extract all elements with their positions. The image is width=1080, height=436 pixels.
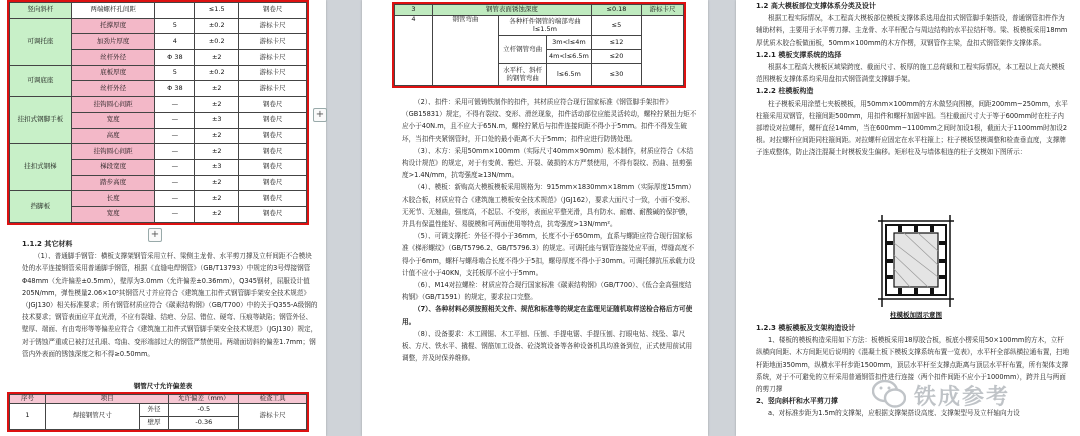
- pipe-bending-table: [394, 4, 684, 86]
- table-row: 4 钢管弯曲 各种杆件钢管的端部弯曲 l≤1.5m ≤5: [395, 16, 684, 36]
- heading-1-2: 1.2 高大模板部位支撑体系分类及设计: [756, 2, 876, 10]
- table-row: 立杆钢管弯曲 3m<l≤4m ≤12: [395, 36, 684, 50]
- document-page-2: [362, 0, 708, 436]
- table-row: 水平杆、斜杆的钢管弯曲 l≤6.5m ≤30: [395, 64, 684, 86]
- materials-text: [402, 96, 698, 364]
- wechat-logo-icon: [872, 379, 906, 409]
- adjustable-support-paragraph: （5）、可调支撑托：外径不得小于36mm，长度不小于650mm，直系与螺距应符合现行国家标准《梯形螺纹》（GB/T5796.2、GB/T5796.3）的规定。可调托座与钢管连接处应平面，焊缝高度不得小于6mm，螺杆与螺母啮合长度不得少于5扣，螺母厚度不得小于30mm。可调托撑抗压承载力设计值不应小于40KN，支托板厚不应小于5mm。: [402, 232, 696, 277]
- table-row: 3 钢管表面锈蚀深度 ≤0.18 游标卡尺: [395, 5, 684, 16]
- para-bracing: a、对标准步距为1.5m的支撑架，应根据支撑架搭设高度、支撑架型号及立杆轴向力设: [768, 409, 1020, 418]
- heading-1-2-3: 1.2.3 模板模板及支架构造设计: [756, 324, 856, 332]
- heading-bracing: 2、竖向斜杆和水平剪刀撑: [756, 397, 838, 406]
- table-row: 挡脚板 长度 — ±2 钢卷尺: [10, 191, 307, 207]
- insert-button[interactable]: +: [313, 108, 327, 122]
- column-formwork-diagram: [878, 215, 954, 307]
- table-row: 高度 — ±2 钢卷尺: [10, 128, 307, 144]
- para-selection: 根据本工程高大模板区域梁跨度、截面尺寸、板厚的施工总荷载和工程实际情况，本工程以上高大模板范围模板支撑体系均采用盘扣式钢管满堂支撑脚手架。: [756, 63, 1065, 84]
- table-row: 丝杆外径 Φ 38 ±2 游标卡尺: [10, 50, 307, 66]
- fastener-paragraph: （2）、扣件：采用可锻铸铁制作的扣件，其材质应符合现行国家标准《钢管脚手架扣件》（GB15831）规定，不得有裂纹、变形、滑丝现象，扣件活动部位应能灵活转动，螺栓拧紧扭力矩不应小于40N.m，且不应大于65N.m，螺栓拧紧后与扣件连接间距不得小于5mm。扣件不得发生破坏，当扣件夹紧钢管时，开口处的最小距离不大于5mm；扣件应进行防锈处理。: [402, 98, 697, 143]
- table-row: 丝杆外径 Φ 38 ±2 游标卡尺: [10, 81, 307, 97]
- timber-paragraph: （3）、木方：采用50mm×100mm（实际尺寸40mm×90mm）松木制作，材质应符合《木结构设计规范》的规定，对于有变黄、霉烂、开裂、破损的木方严禁使用，不得有裂纹、拐曲、扭剪强度>1.4N/mm，抗弯强度≥13N/mm。: [402, 146, 694, 180]
- section-title: 1.1.2 其它材料: [22, 240, 73, 248]
- heading-1-2-2: 1.2.2 柱模板构造: [756, 87, 814, 96]
- tie-bolt-paragraph: （6）、M14对拉螺栓：材质应符合现行国家标准《碳素结构钢》（GB/T700）、《低合金高强度结构钢》（GB/T1591）的规定，要求拉口完整。: [402, 281, 692, 302]
- para-slab: 1、楼板的模板构造采用如下方法：板模板采用18厚胶合板，板底小楞采用50×100mm的方木，立杆纵横向间距、木方间距见后说明的《混凝土板下模板支撑系统布置一览表》，水平杆全部纵横拉通布置，扫地杆距地面350mm，纵横水平杆步距1500mm，顶层水平杆至支撑点距离与顶层水平杆布置，所有架体支撑系统，对于不可避免的立杆采用普通钢管扣件进行连接（两个扣件间距不应小于1000mm），跨并且与两面的剪刀撑: [756, 336, 1070, 394]
- table-row: 可调底座 底板厚度 5 ±0.2 游标卡尺: [10, 65, 307, 81]
- table2-title: 钢管尺寸允许偏差表: [133, 382, 193, 390]
- para-column: 柱子模板采用涂塑七夹板模板，用50mm×100mm的方木做竖向围檩，间距200mm~250mm，水平柱箍采用双钢管，柱箍间距500mm，用扣件和螺杆加固牢固。当柱截面尺寸大于等于600mm时在柱子内部增设对拉螺杆，螺杆直径14mm，当在600mm~1100mm之间时加设1根，截面大于1100mm时加设2根。对拉螺杆应间距同柱箍间距。对拉螺杆应固定在水平柱箍上；柱子模板竖模调整和检查垂直度，支撑牌子连成整体，防止浇注混凝土时模板发生偏移。矩形柱及与墙体相连的柱子支模如下图所示：: [756, 99, 1068, 157]
- table-row: 可调托座 托撑厚度 5 ±0.2 游标卡尺: [10, 18, 307, 34]
- table-row: 1 焊接钢管尺寸 外径 -0.5 游标卡尺: [10, 403, 307, 416]
- table-row: 宽度 — ±2 钢卷尺: [10, 206, 307, 222]
- document-page-3: [736, 0, 1080, 436]
- figure-caption: 柱模板加固示意图: [890, 311, 942, 319]
- steel-pipe-paragraph: （1）、普通脚手钢管：横板支撑架钢管采用立杆、梁侧主龙骨、水平剪刀撑及立杆间距不合模块处的水平连接钢管采用普通脚手钢管，根据《直缝电焊钢管》（GB/T13793）中规定的3号焊接钢管Φ48mm（允许偏差±0.5mm），壁厚为3.0mm（允许偏差±0.36mm），Q345钢材，屈服设计值205N/mm，弹性模量2.06×10⁵其钢管尺寸并应符合《建筑施工扣件式钢管脚手架安全技术规范》（JGJ130）相关标准要求；所有钢管材质应符合《碳素结构钢》（GB/T700）中的关于Q355-A级钢的技术要求；钢管表面应平直光滑，不应有裂缝、结疤、分层、错位、硬弯、压痕等缺陷；钢管外径、壁厚、端面、有由弯形等等偏差应符合《建筑施工扣件式钢管脚手架安全技术规范》（JGJ130）规定，对于锈蚀严重或已被打过孔眼、弯曲、变形端部过大的钢管严禁使用。两端面切斜的偏差1.7mm；钢管内外表面的锈蚀深度之和不得≥0.50mm。: [22, 252, 318, 358]
- table-row: 宽度 — ±3 钢卷尺: [10, 112, 307, 128]
- heading-1-2-1: 1.2.1 模板支撑系统的选择: [756, 50, 842, 59]
- formwork-paragraph: （4）、模板：新购高大模板模板采用规格为：915mm×1830mm×18mm（实际厚度15mm）木胶合板，材质应符合《建筑施工模板安全技术规范》（JGJ162），要求大面尺寸一致，小面不变形、无死节、无翘曲，强度高，不起层、不变形，表面应平整光滑，具有防水、耐磨、耐酸碱的保护膜，并具有保温性能好、易脱模和可两面使用等特点，抗弯强度>13N/mm²。: [402, 183, 695, 229]
- table-row: 梯段宽度 — ±3 钢卷尺: [10, 159, 307, 175]
- table-row: 壁厚 -0.36: [10, 416, 307, 429]
- table-row: 挂扣式钢脚手板 挂钩圆心间距 — ±2 钢卷尺: [10, 97, 307, 113]
- table-row: 挂扣式钢梯 挂钩圆心间距 — ±2 钢卷尺: [10, 144, 307, 160]
- document-page-1: [0, 0, 326, 436]
- para-overview: 根据工程实际情况，本工程高大模板部位模板支撑体系选用盘扣式钢管脚手架搭设，普通钢管扣件作为辅助材料，主要用于水平剪刀撑、主龙骨、水平杆配合与周边结构的水平拉结杆等。梁、板模板采用18mm厚优质木胶合板做面板，50mm×100mm的木方作楞，双钢管作主梁，盘扣式钢管架作支撑体系。: [756, 14, 1068, 47]
- other-materials-section: [22, 238, 318, 360]
- watermark: 铁成参考: [872, 376, 1068, 412]
- component-tolerance-table: [9, 2, 307, 223]
- table-row: 踏步高度 — ±2 钢卷尺: [10, 175, 307, 191]
- table-row: 加劲片厚度 4 ±0.2 游标卡尺: [10, 34, 307, 50]
- equipment-paragraph: （8）、设备要求：木工圆锯、木工平刨、压刨、手提电锯、手提压刨、打眼电钻、线坠、靠尺板、方尺、铁水平、撬棍、钢筋加工设备、砼浇筑设备等各种设备机具均准备到位，正式使用前试用调整，并及时保养维修。: [402, 329, 693, 363]
- material-test-paragraph: （7）、各种材料必须按照相关文件、规范和标准等的规定在监理见证随机取样送检合格后方可使用。: [402, 305, 693, 326]
- table-row: 4m<l≤6.5m ≤20: [395, 50, 684, 64]
- table2-header-row: 序号 项目 允许偏差（mm） 检查工具: [10, 395, 307, 404]
- pipe-tolerance-table: [9, 394, 307, 430]
- support-design-section: [756, 0, 1070, 159]
- table-row: 竖向斜杆 两端螺杆孔间距 ≤1.5 钢卷尺: [10, 3, 307, 19]
- add-row-button[interactable]: +: [148, 228, 162, 242]
